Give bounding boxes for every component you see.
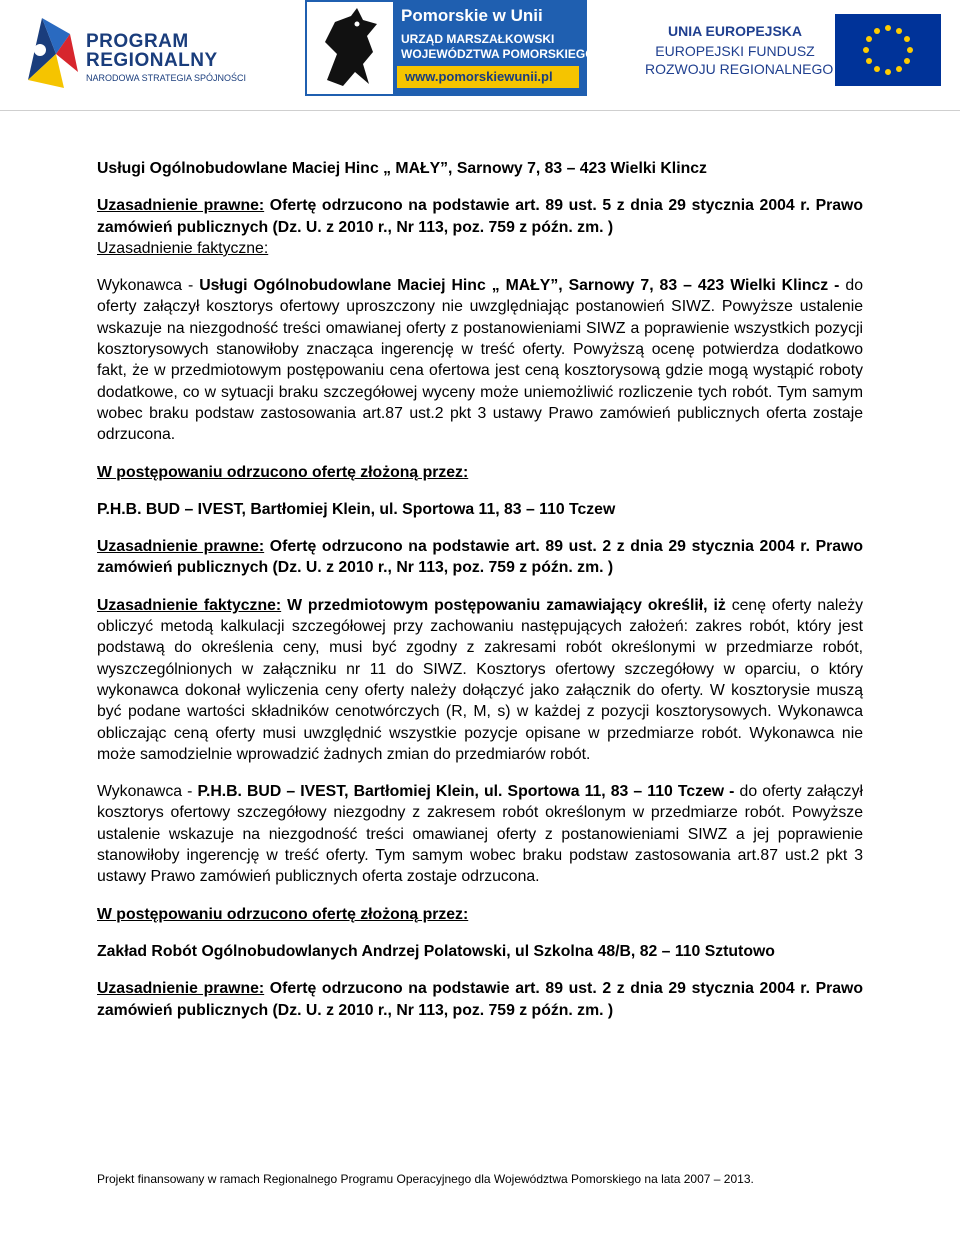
section1-factual-label: Uzasadnienie faktyczne: xyxy=(97,239,269,257)
pomorskie-crest xyxy=(307,2,393,94)
section3-legal-basis xyxy=(97,978,863,1021)
eu-line1: UNIA EUROPEJSKA xyxy=(667,23,803,39)
section2-heading: W postępowaniu odrzucono ofertę złożoną przez: xyxy=(97,463,469,481)
legal-basis-label: Uzasadnienie prawne: xyxy=(97,538,265,556)
section3-heading: W postępowaniu odrzucono ofertę złożoną przez: xyxy=(97,905,469,923)
section2-legal-basis xyxy=(97,536,863,579)
section2-contractor-text xyxy=(97,781,863,887)
griffin-icon xyxy=(307,2,393,94)
pomorskie-subtitle-2: WOJEWÓDZTWA POMORSKIEGO xyxy=(401,47,595,61)
program-logo-line1: PROGRAM xyxy=(86,31,189,52)
eu-flag-icon xyxy=(835,14,941,86)
factual-label: Uzasadnienie faktyczne: xyxy=(97,596,282,614)
section2-company: P.H.B. BUD – IVEST, Bartłomiej Klein, ul. Sportowa 11, 83 – 110 Tczew xyxy=(97,500,616,518)
program-logo-line3: NARODOWA STRATEGIA SPÓJNOŚCI xyxy=(86,73,247,83)
header-divider xyxy=(0,110,960,111)
contractor-body: do oferty załączył kosztorys ofertowy szczegółowy niezgodny z zakresem robót określonym w przedmiarze robót. Powyższe ustalenie wskazuje na niezgodność treści omawianej oferty z postanowieniami SIWZ a jej poprawienie stanowiłoby ingerencję w treść oferty. Tym samym wobec braku podstaw zastosowania art.87 ust.2 pkt 3 ustawy Prawo zamówień publicznych oferta zostaje odrzucona. xyxy=(97,783,863,886)
program-regionalny-emblem-icon xyxy=(20,10,82,90)
document-header xyxy=(0,0,960,112)
eu-line3: ROZWOJU REGIONALNEGO xyxy=(645,61,834,77)
eu-line2: EUROPEJSKI FUNDUSZ xyxy=(655,43,815,59)
section1-legal-basis xyxy=(97,195,863,238)
eu-logo xyxy=(645,14,945,86)
pomorskie-subtitle-1: URZĄD MARSZAŁKOWSKI xyxy=(401,32,555,46)
factual-body: cenę oferty należy obliczyć metodą kalkulacji szczegółowej przy zachowaniu następujących założeń: zakres robót, który jest podstawą do określenia ceny, musi być zgodny z zakresami robót określonymi w przedmiarze robót, wyszczególnionych w załączniku nr 11 do SIWZ. Kosztorys ofertowy szczegółowy w oparciu, o który wykonawca dokonał wyliczenia ceny oferty należy dołączyć jako załącznik do oferty. W kosztorysie muszą być podane wartości składników cenotwórczych (R, M, s) w każdej z pozycji kosztorysowych. Wykonawca obliczając ceną oferty musi uwzględnić wszystkie pozycje opisane w przedmiarze robót. Wykonawca nie może samodzielnie wprowadzić żadnych zmian do przedmiarów robót. xyxy=(97,596,864,763)
pomorskie-w-unii-logo xyxy=(305,0,595,96)
legal-basis-label: Uzasadnienie prawne: xyxy=(97,197,265,215)
pomorskie-url: www.pomorskiewunii.pl xyxy=(405,69,553,84)
pomorskie-title: Pomorskie w Unii xyxy=(401,6,543,25)
program-logo-line2: REGIONALNY xyxy=(86,50,218,71)
factual-bold-intro: W przedmiotowym postępowaniu zamawiający określił, iż xyxy=(281,596,726,614)
section1-company: Usługi Ogólnobudowlane Maciej Hinc „ MAŁY”, Sarnowy 7, 83 – 423 Wielki Klincz xyxy=(97,160,707,177)
contractor-prefix: Wykonawca - xyxy=(97,277,200,295)
section3-company: Zakład Robót Ogólnobudowlanych Andrzej Polatowski, ul Szkolna 48/B, 82 – 110 Sztutowo xyxy=(97,942,775,960)
page-footer: Projekt finansowany w ramach Regionalnego Programu Operacyjnego dla Województwa Pomorskiego na lata 2007 – 2013. xyxy=(97,1172,754,1186)
contractor-name: Usługi Ogólnobudowlane Maciej Hinc „ MAŁY”, Sarnowy 7, 83 – 423 Wielki Klincz - xyxy=(199,277,840,295)
pomorskie-url-bar xyxy=(397,66,579,88)
legal-basis-text: Ofertę odrzucono na podstawie art. 89 ust. 2 z dnia 29 stycznia 2004 r. Prawo zamówień publicznych (Dz. U. z 2010 r., Nr 113, poz. 759 z późn. zm. ) xyxy=(97,538,863,577)
program-regionalny-logo xyxy=(20,10,255,90)
legal-basis-text: Ofertę odrzucono na podstawie art. 89 ust. 2 z dnia 29 stycznia 2004 r. Prawo zamówień publicznych (Dz. U. z 2010 r., Nr 113, poz. 759 z późn. zm. ) xyxy=(97,980,863,1019)
contractor-prefix: Wykonawca - xyxy=(97,783,198,801)
document-body xyxy=(97,158,863,1021)
legal-basis-text: Ofertę odrzucono na podstawie art. 89 ust. 5 z dnia 29 stycznia 2004 r. Prawo zamówień publicznych (Dz. U. z 2010 r., Nr 113, poz. 759 z późn. zm. ) xyxy=(97,197,863,236)
contractor-name: P.H.B. BUD – IVEST, Bartłomiej Klein, ul. Sportowa 11, 83 – 110 Tczew - xyxy=(197,783,735,801)
factual-body: do oferty załączył kosztorys ofertowy uproszczony nie uwzględniając postanowień SIWZ. Powyższe ustalenie wskazuje na niezgodność treści omawianej oferty z postanowieniami SIWZ a poprawienie wszystkich pozycji kosztorysowych stanowiłoby znacząca ingerencję w treść oferty. Powyższą ocenę potwierdza dodatkowo fakt, że w przedmiotowym postępowaniu cena ofertowa jest ceną kosztorysową gdzie mogą wystąpić roboty dodatkowe, co w sytuacji braku szczegółowej wyceny może uniemożliwić rozliczenie tych robót. Tym samym wobec braku podstaw zastosowania art.87 ust.2 pkt 3 ustawy Prawo zamówień publicznych oferta zostaje odrzucona. xyxy=(97,277,863,444)
legal-basis-label: Uzasadnienie prawne: xyxy=(97,980,265,998)
section2-factual-text xyxy=(97,595,863,765)
section1-factual-text xyxy=(97,275,863,445)
